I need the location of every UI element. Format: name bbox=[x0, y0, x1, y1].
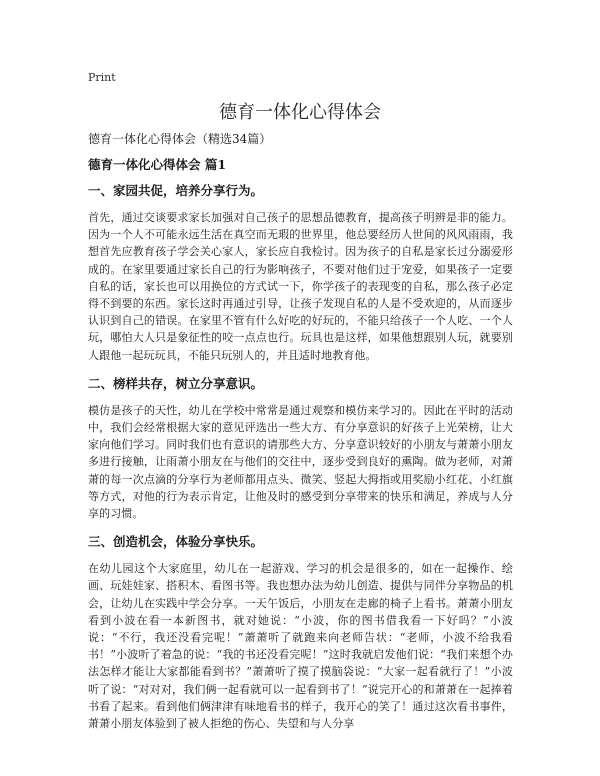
section-paragraph-1: 首先，通过交谈要求家长加强对自己孩子的思想品德教育，提高孩子明辨是非的能力。因为一个人不可能永远生活在真空而无瑕的世界里，他总要经历人世间的风风雨雨，我想首先应教育孩子学会关心家人，家长应自我检讨。因为孩子的自私是家长过分溺爱形成的。在家里要通过家长自己的行为影响孩子，不要对他们过于宠爱，如果孩子一定要自私的话，家长也可以用换位的方式试一下，你学孩子的表现变的自私，那么孩子必定得不到要的东西。家长这时再通过引导，让孩子发现自私的人是不受欢迎的，从而逐步认识到自己的错误。在家里不管有什么好吃的好玩的，不能只给孩子一个人吃、一个人玩，哪怕大人只是象征性的咬一点点也行。玩具也是这样，如果他想跟别人玩，就要别人跟他一起玩玩具，不能只玩别人的，并且适时地教育他。 bbox=[88, 211, 513, 362]
document-body bbox=[88, 130, 513, 743]
chapter-title: 德育一体化心得体会 篇1 bbox=[88, 157, 227, 172]
document-subtitle: 德育一体化心得体会（精选34篇） bbox=[88, 132, 272, 146]
section-heading-1: 一、家园共促，培养分享行为。 bbox=[88, 183, 264, 198]
section-heading-2: 二、榜样共存，树立分享意识。 bbox=[88, 375, 264, 391]
document-title: 德育一体化心得体会 bbox=[219, 102, 381, 123]
section-paragraph-2: 模仿是孩子的天性，幼儿在学校中常常是通过观察和模仿来学习的。因此在平时的活动中，我们会经常根据大家的意见评选出一些大方、有分享意识的好孩子上光荣榜，让大家向他们学习。同时我们也有意识的请那些大方、分享意识较好的小朋友与萧萧小朋友多进行接触，让雨萧小朋友在与他们的交往中，逐步受到良好的熏陶。做为老师，对萧萧的每一次点滴的分享行为老师都用点头、微笑、竖起大拇指或用奖励小红花、小红旗等方式，对他的行为表示肯定，让他及时的感受到分享带来的快乐和满足，养成与人分享的习惯。 bbox=[88, 403, 513, 521]
section-paragraph-3: 在幼儿园这个大家庭里，幼儿在一起游戏、学习的机会是很多的，如在一起操作、绘画、玩娃娃家、搭积木、看图书等。我也想办法为幼儿创造、提供与同伴分享物品的机会，让幼儿在实践中学会分享。一天午饭后，小朋友在走廊的椅子上看书。萧萧小朋友看到小波在看一本新图书，就对她说：“小波，你的图书借我看一下好吗？”小波说：“不行，我还没看完呢！”萧萧听了就跑来向老师告状：“老师，小波不给我看书！”小波听了着急的说：“我的书还没看完呢！”这时我就启发他们说：“我们来想个办法怎样才能让大家都能看到书？”萧萧听了摸了摸脑袋说：“大家一起看就行了！”小波听了说：“对对对，我们俩一起看就可以一起看到书了！”说完开心的和萧萧在一起捧着书看了起来。看到他们俩津津有味地看书的样子，我开心的笑了！通过这次看书事件，萧萧小朋友体验到了被人拒绝的伤心、失望和与人分享 bbox=[88, 562, 513, 731]
print-link[interactable]: Print bbox=[88, 71, 116, 84]
section-heading-3: 三、创造机会，体验分享快乐。 bbox=[88, 534, 264, 550]
